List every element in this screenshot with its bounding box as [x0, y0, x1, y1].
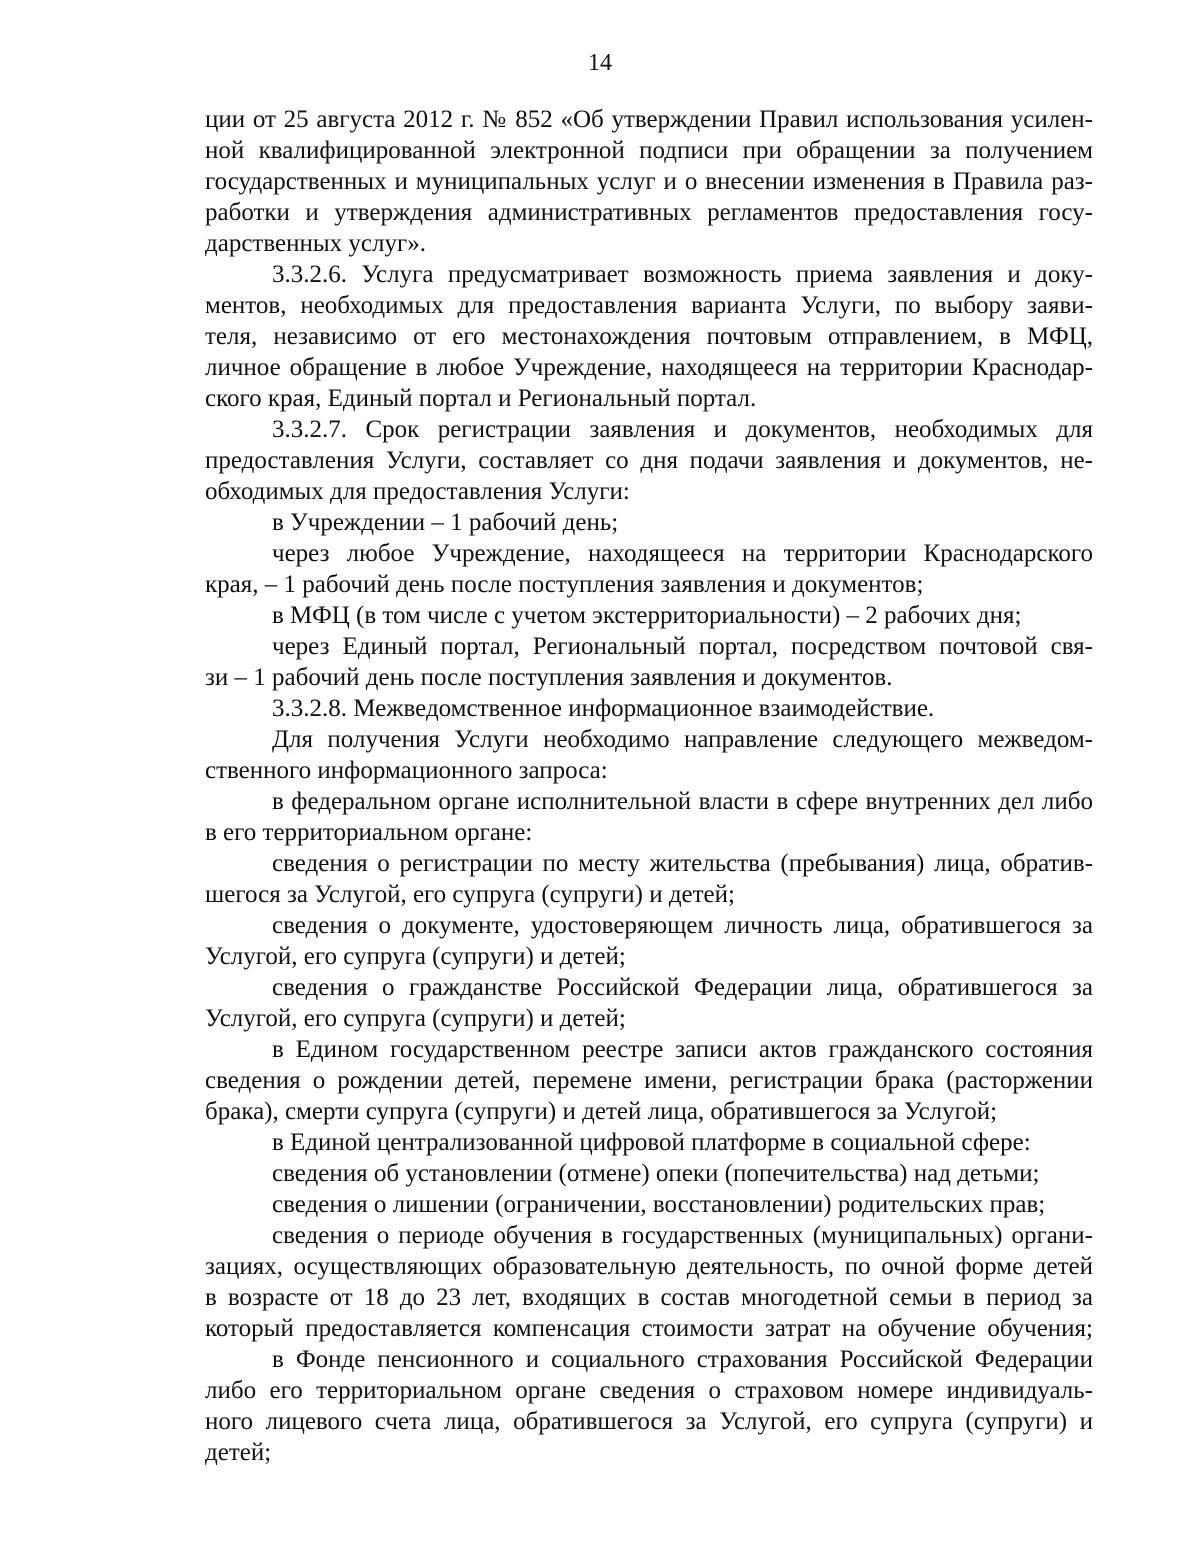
text-line: ственного информационного запроса:: [205, 757, 608, 784]
text-line: Услугой, его супруга (супруги) и детей;: [205, 943, 626, 970]
text-line: ского края, Единый портал и Региональный портал.: [205, 385, 757, 412]
text-line: сведения о регистрации по месту жительства (пребывания) лица, обратив-: [272, 850, 1093, 877]
text-line: сведения о документе, удостоверяющем личность лица, обратившегося за: [272, 912, 1093, 939]
text-line: либо его территориальном органе сведения о страховом номере индивидуаль-: [205, 1377, 1093, 1404]
text-line: сведения о лишении (ограничении, восстановлении) родительских прав;: [272, 1191, 1046, 1218]
text-line: сведения о гражданстве Российской Федерации лица, обратившегося за: [272, 974, 1093, 1001]
text-line: 3.3.2.6. Услуга предусматривает возможность приема заявления и доку-: [272, 261, 1093, 288]
text-line: 3.3.2.8. Межведомственное информационное взаимодействие.: [272, 695, 935, 722]
text-line: в его территориальном органе:: [205, 819, 533, 846]
text-line: 3.3.2.7. Срок регистрации заявления и документов, необходимых для: [272, 416, 1093, 443]
text-line: сведения об установлении (отмене) опеки (попечительства) над детьми;: [272, 1160, 1040, 1187]
text-line: теля, независимо от его местонахождения почтовым отправлением, в МФЦ,: [205, 323, 1093, 350]
text-line: брака), смерти супруга (супруги) и детей лица, обратившегося за Услугой;: [205, 1098, 998, 1125]
text-line: государственных и муниципальных услуг и о внесении изменения в Правила раз-: [205, 168, 1093, 195]
text-line: шегося за Услугой, его супруга (супруги) и детей;: [205, 881, 735, 908]
text-line: в Учреждении – 1 рабочий день;: [272, 509, 619, 536]
text-line: сведения о периоде обучения в государственных (муниципальных) органи-: [272, 1222, 1093, 1249]
text-line: через любое Учреждение, находящееся на территории Краснодарского: [272, 540, 1093, 567]
text-line: в Фонде пенсионного и социального страхования Российской Федерации: [272, 1346, 1093, 1373]
text-line: в Едином государственном реестре записи актов гражданского состояния: [272, 1036, 1093, 1063]
text-line: в федеральном органе исполнительной власти в сфере внутренних дел либо: [272, 788, 1093, 815]
text-line: в МФЦ (в том числе с учетом экстерриториальности) – 2 рабочих дня;: [272, 602, 1022, 629]
text-line: в возрасте от 18 до 23 лет, входящих в состав многодетной семьи в период за: [205, 1284, 1093, 1311]
text-line: ции от 25 августа 2012 г. № 852 «Об утверждении Правил использования усилен-: [205, 106, 1093, 133]
text-line: зи – 1 рабочий день после поступления заявления и документов.: [205, 664, 893, 691]
text-line: Услугой, его супруга (супруги) и детей;: [205, 1005, 626, 1032]
text-line: личное обращение в любое Учреждение, находящееся на территории Краснодар-: [205, 354, 1093, 381]
text-line: работки и утверждения административных регламентов предоставления госу-: [205, 199, 1093, 226]
text-line: зациях, осуществляющих образовательную деятельность, по очной форме детей: [205, 1253, 1093, 1280]
text-line: через Единый портал, Региональный портал, посредством почтовой свя-: [272, 633, 1093, 660]
text-line: сведения о рождении детей, перемене имени, регистрации брака (расторжении: [205, 1067, 1093, 1094]
text-line: Для получения Услуги необходимо направление следующего межведом-: [272, 726, 1093, 753]
text-line: ментов, необходимых для предоставления варианта Услуги, по выбору заяви-: [205, 292, 1093, 319]
page-number: 14: [588, 50, 612, 76]
text-line: ного лицевого счета лица, обратившегося за Услугой, его супруга (супруги) и: [205, 1408, 1093, 1435]
text-line: детей;: [205, 1439, 272, 1466]
text-line: который предоставляется компенсация стоимости затрат на обучение обучения;: [205, 1315, 1093, 1342]
text-line: обходимых для предоставления Услуги:: [205, 478, 630, 505]
text-line: ной квалифицированной электронной подписи при обращении за получением: [205, 137, 1093, 164]
text-line: дарственных услуг».: [205, 230, 426, 257]
text-line: края, – 1 рабочий день после поступления заявления и документов;: [205, 571, 924, 598]
text-line: предоставления Услуги, составляет со дня подачи заявления и документов, не-: [205, 447, 1093, 474]
document-body: [205, 104, 1093, 1468]
text-line: в Единой централизованной цифровой платформе в социальной сфере:: [272, 1129, 1031, 1156]
